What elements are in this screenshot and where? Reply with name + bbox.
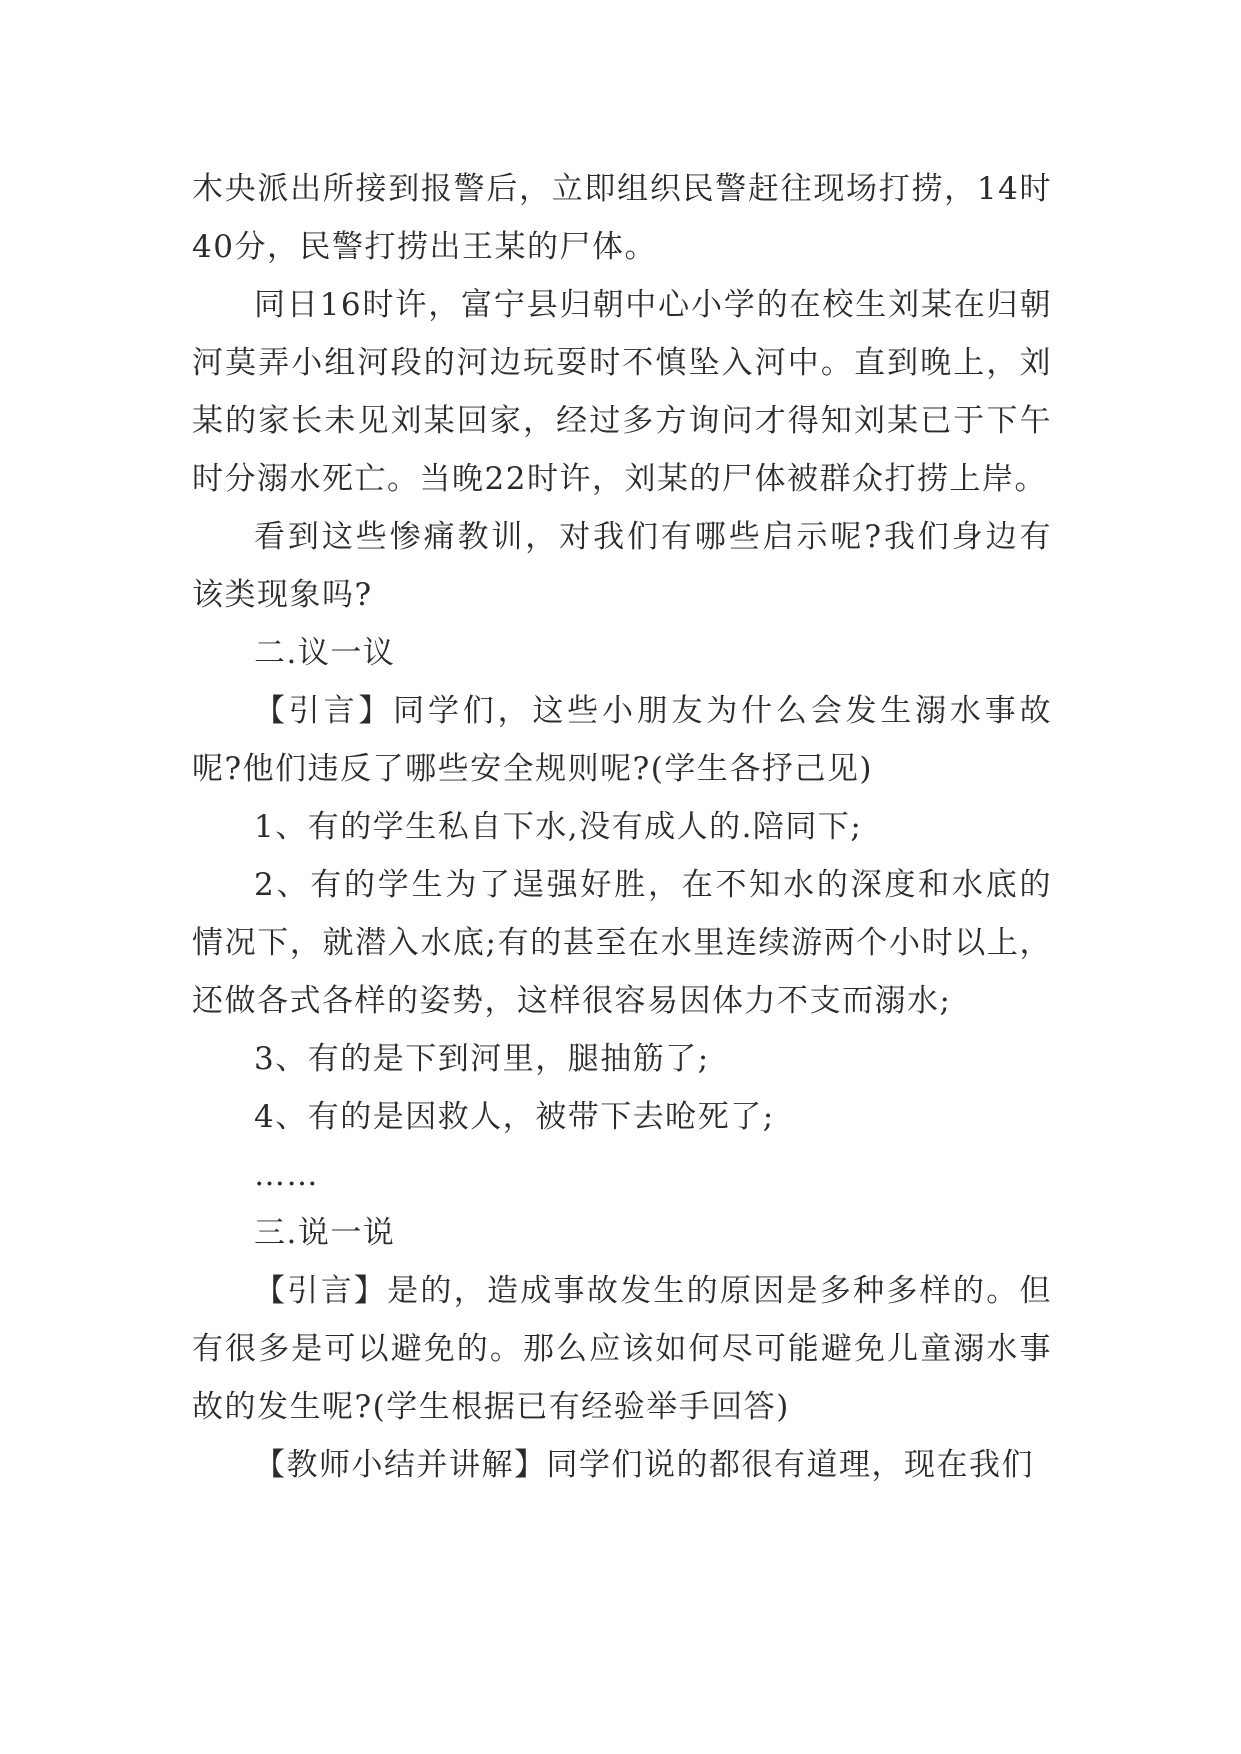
ellipsis: …… [254,1157,319,1193]
section-heading-2: 二.议一议 [254,635,396,671]
paragraph-12: 【引言】是的，造成事故发生的原因是多种多样的。但有很多是可以避免的。那么应该如何尽可能避免儿童溺水事故的发生呢?(学生根据已有经验举手回答) [192,1273,1052,1425]
paragraph-5: 【引言】同学们，这些小朋友为什么会发生溺水事故呢?他们违反了哪些安全规则呢?(学生各抒己见) [192,693,1052,787]
paragraph-1: 木央派出所接到报警后，立即组织民警赶往现场打捞，14时40分，民警打捞出王某的尸体。 [192,171,1052,265]
list-item-2: 2、有的学生为了逞强好胜，在不知水的深度和水底的情况下，就潜入水底;有的甚至在水里连续游两个小时以上，还做各式各样的姿势，这样很容易因体力不支而溺水; [192,867,1052,1019]
paragraph-13: 【教师小结并讲解】同学们说的都很有道理，现在我们 [254,1447,1034,1483]
section-heading-3: 三.说一说 [254,1215,396,1251]
list-item-1: 1、有的学生私自下水,没有成人的.陪同下; [254,809,863,845]
paragraph-2: 同日16时许，富宁县归朝中心小学的在校生刘某在归朝河莫弄小组河段的河边玩耍时不慎坠入河中。直到晚上，刘某的家长未见刘某回家，经过多方询问才得知刘某已于下午时分溺水死亡。当晚22时许，刘某的尸体被群众打捞上岸。 [192,287,1052,497]
paragraph-3: 看到这些惨痛教训，对我们有哪些启示呢?我们身边有该类现象吗? [192,519,1052,613]
list-item-4: 4、有的是因救人，被带下去呛死了; [254,1099,775,1135]
document-body [192,160,1052,1494]
list-item-3: 3、有的是下到河里，腿抽筋了; [254,1041,710,1077]
